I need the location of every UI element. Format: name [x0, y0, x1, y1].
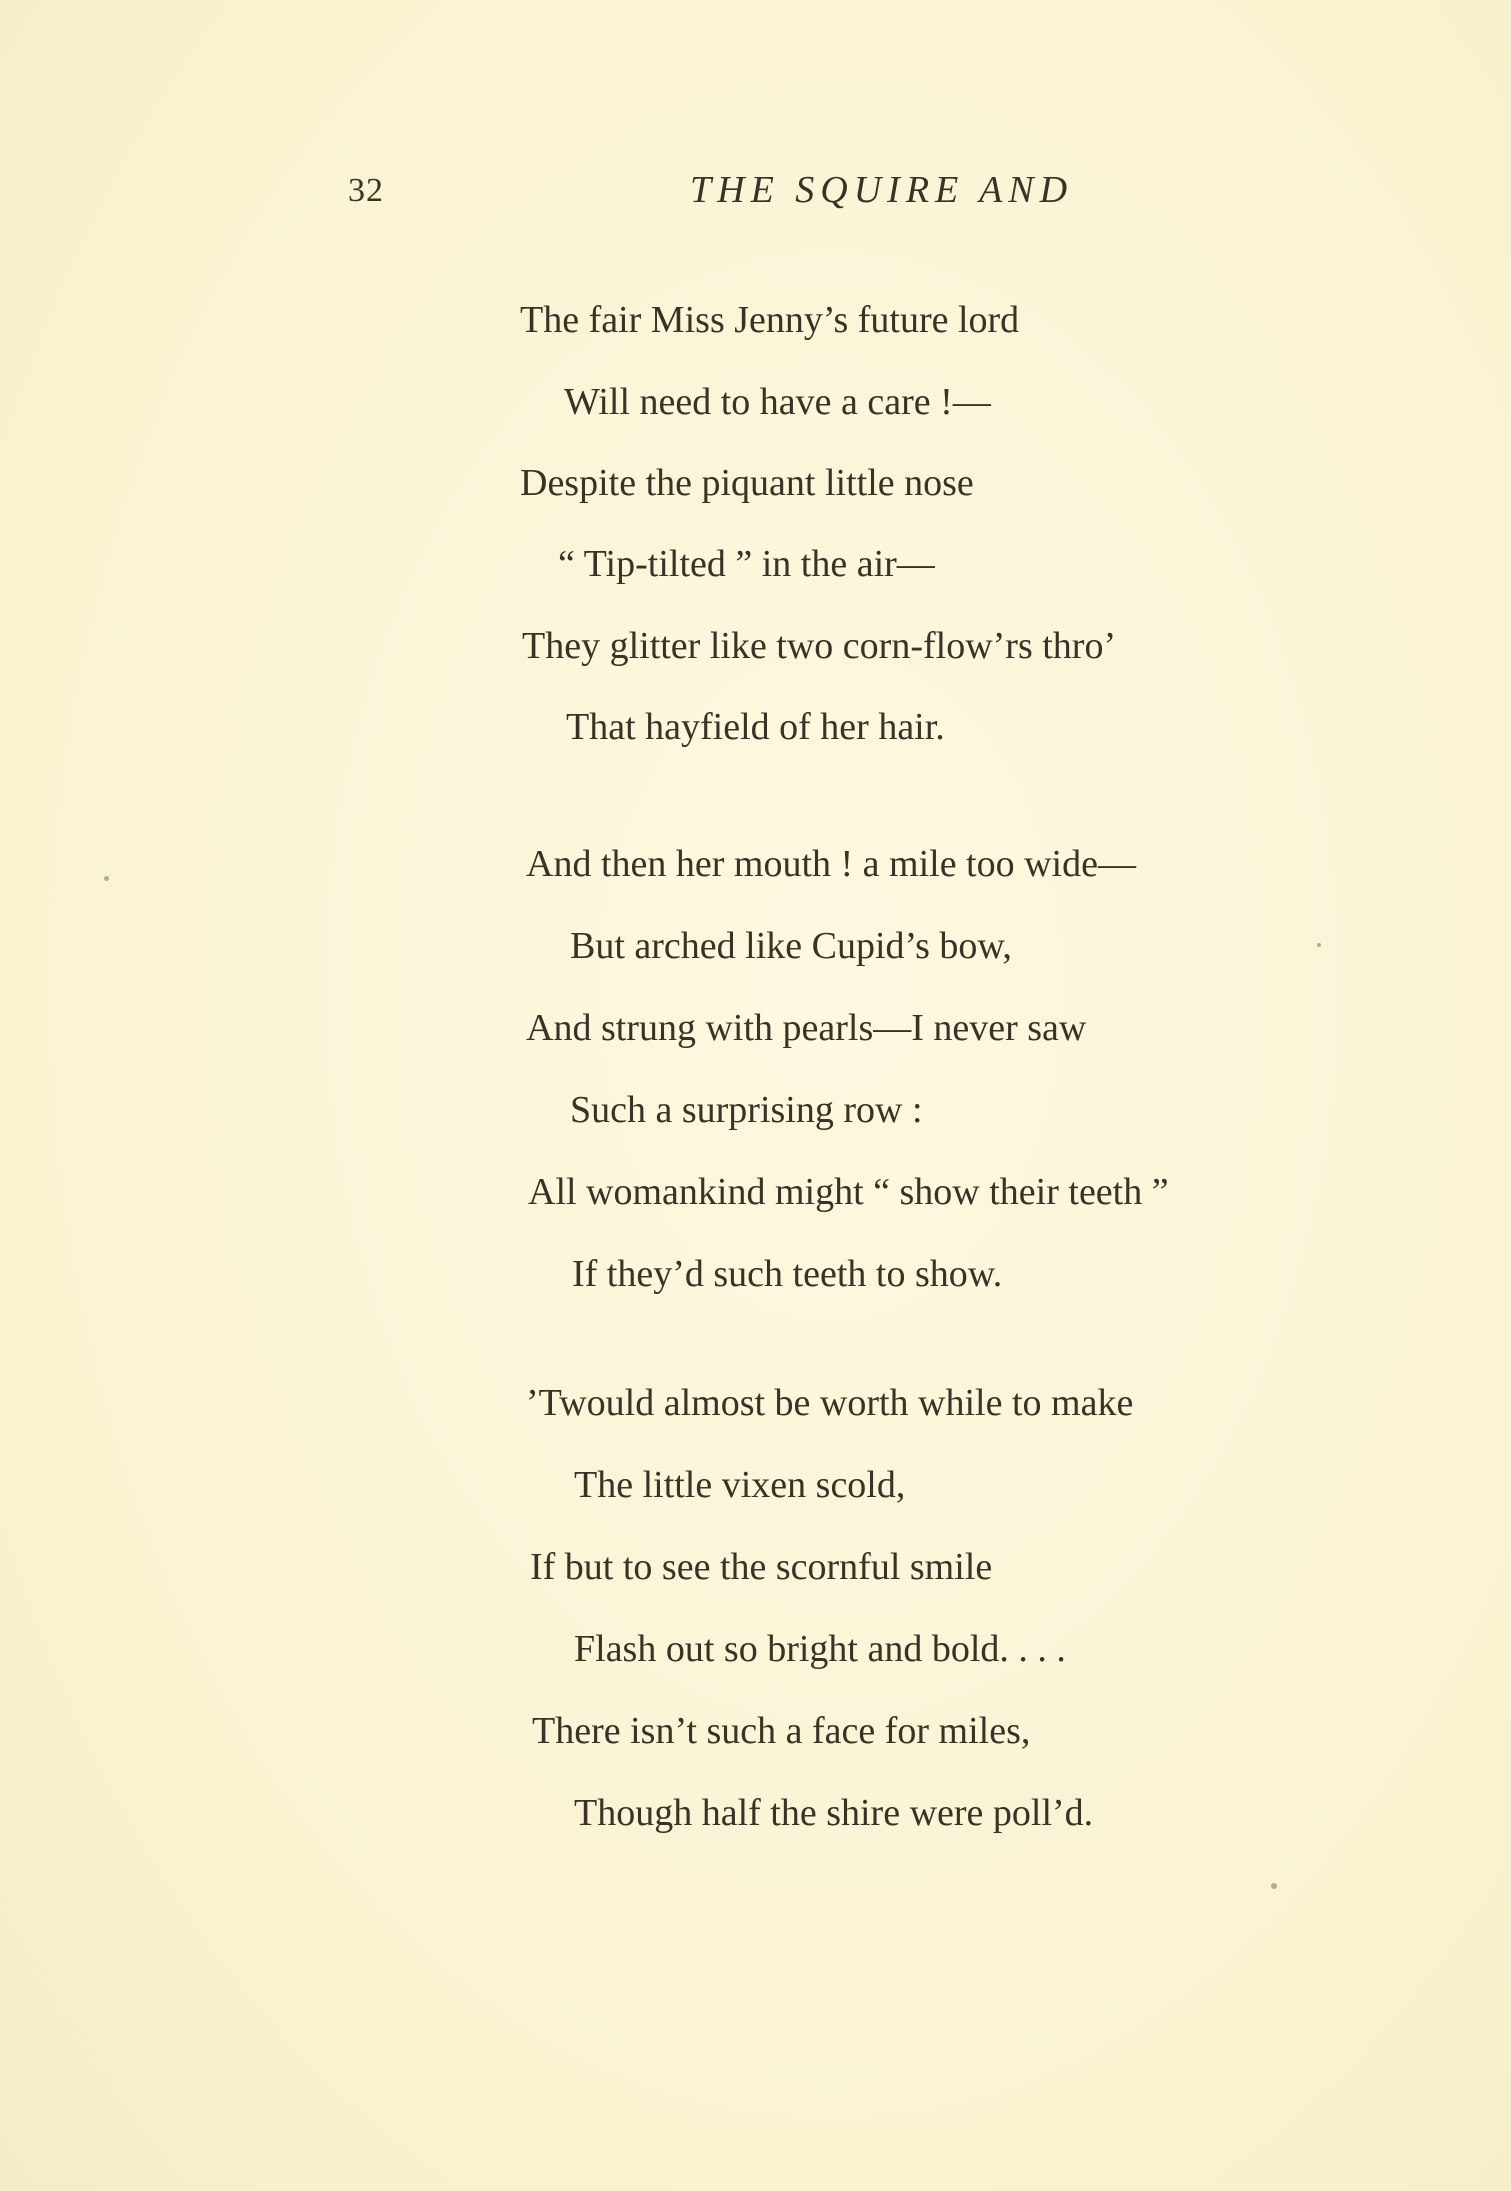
page-number: 32	[348, 172, 384, 209]
poem-line: If but to see the scornful smile	[530, 1546, 993, 1588]
running-head: THE SQUIRE AND	[690, 169, 1074, 211]
poem-line: ’Twould almost be worth while to make	[526, 1382, 1134, 1424]
poem-line: If they’d such teeth to show.	[572, 1253, 1003, 1295]
poem-line: But arched like Cupid’s bow,	[570, 925, 1012, 967]
poem-line: They glitter like two corn-flow’rs thro’	[522, 625, 1117, 667]
poem-line: Such a surprising row :	[570, 1089, 923, 1131]
poem-line: Will need to have a care !—	[564, 381, 991, 423]
poem-line: “ Tip-tilted ” in the air—	[558, 543, 935, 585]
poem-line: And strung with pearls—I never saw	[526, 1007, 1087, 1049]
paper-speck	[1271, 1883, 1277, 1889]
poem-line: There isn’t such a face for miles,	[532, 1710, 1031, 1752]
poem-line: All womankind might “ show their teeth ”	[528, 1171, 1169, 1213]
poem-line: The little vixen scold,	[574, 1464, 906, 1506]
poem-line: Flash out so bright and bold. . . .	[574, 1628, 1066, 1670]
poem-line: Though half the shire were poll’d.	[574, 1792, 1094, 1834]
paper-speck	[104, 876, 109, 881]
poem-line: And then her mouth ! a mile too wide—	[526, 843, 1136, 885]
paper-speck	[1317, 943, 1321, 947]
poem-line: That hayfield of her hair.	[566, 706, 945, 748]
poem-line: The fair Miss Jenny’s future lord	[520, 299, 1020, 341]
poem-line: Despite the piquant little nose	[520, 462, 974, 504]
